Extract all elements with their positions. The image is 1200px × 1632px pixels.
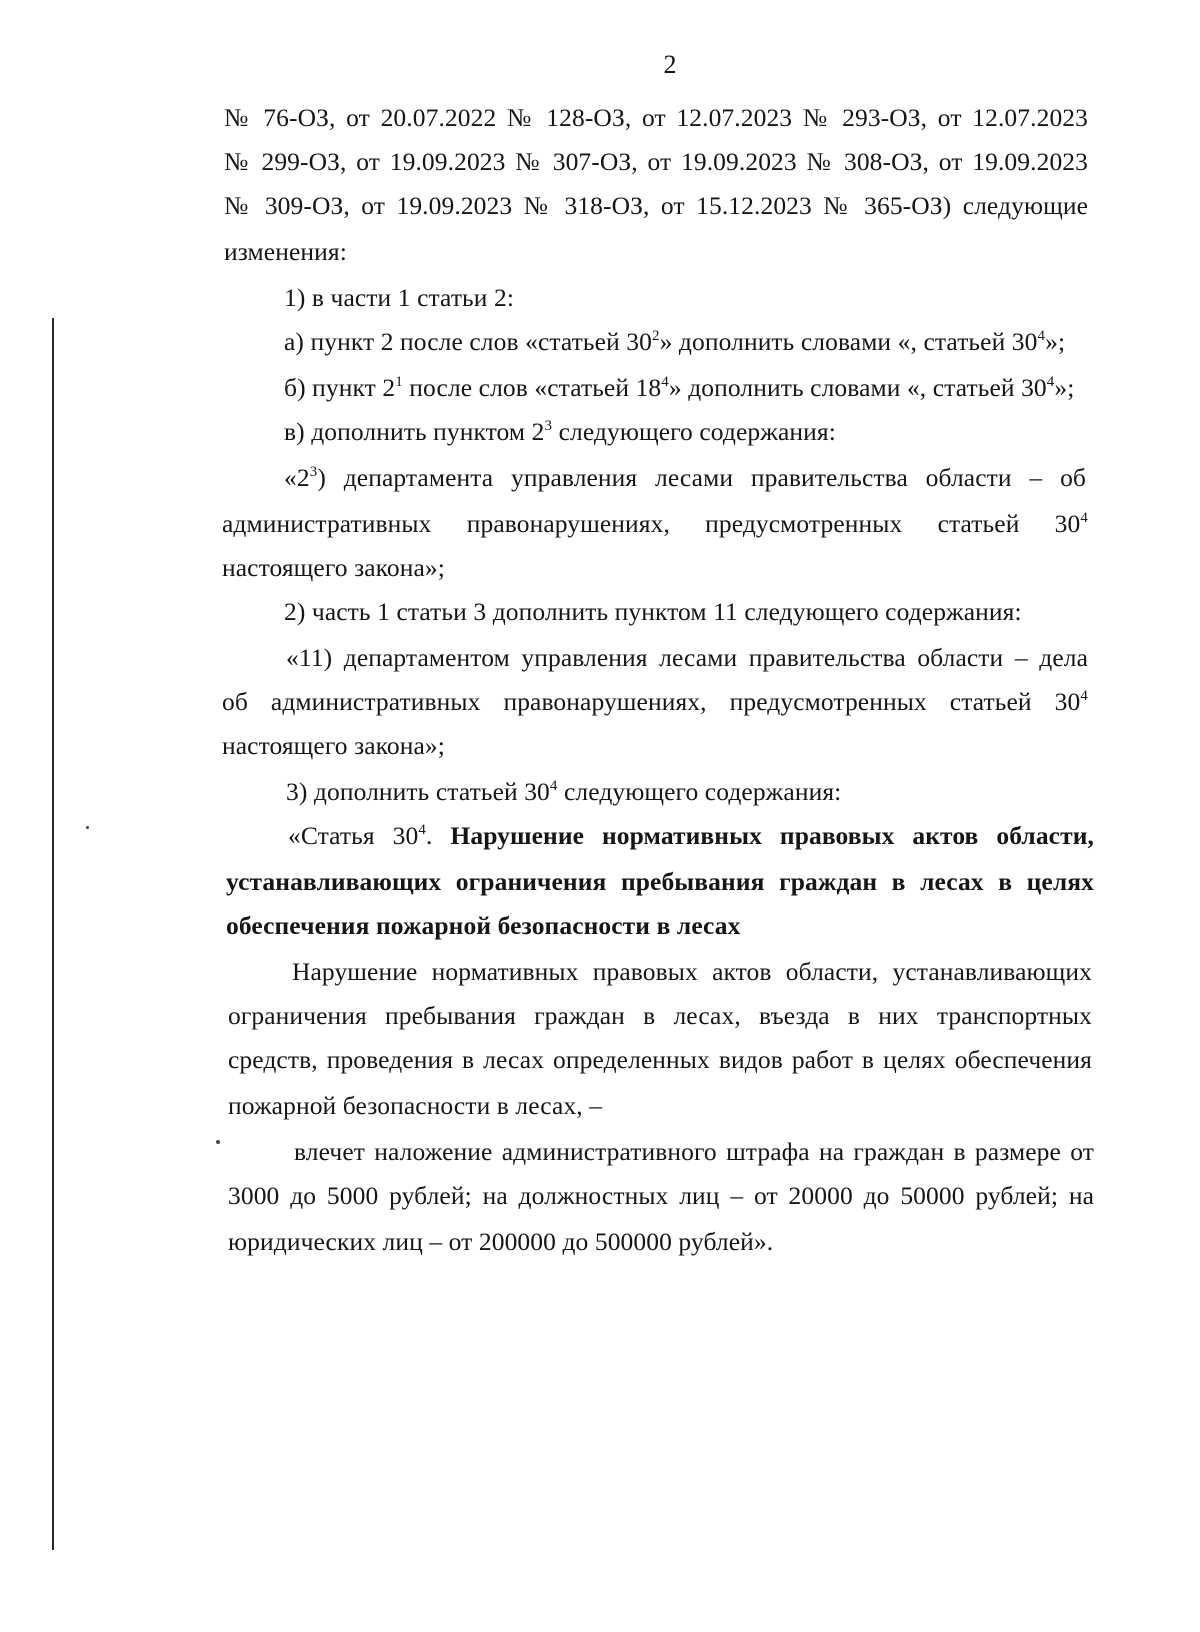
text-line: ограничения пребывания граждан в лесах, въезда в них транспортных <box>228 1001 1092 1030</box>
text-line: 2) часть 1 статьи 3 дополнить пунктом 11 следующего содержания: <box>284 597 1022 626</box>
article-heading: обеспечения пожарной безопасности в лесах <box>226 911 741 940</box>
article-heading: устанавливающих ограничения пребывания граждан в лесах в целях <box>226 867 1094 896</box>
text-line: б) пункт $2^1$ после слов «статьей $18^4$» дополнить словами «, статьей $30^4$»; <box>284 373 1075 402</box>
text-line: № 299-ОЗ, от 19.09.2023 № 307-ОЗ, от 19.09.2023 № 308-ОЗ, от 19.09.2023 <box>224 147 1088 176</box>
text-line: настоящего закона»; <box>222 553 445 582</box>
text-line: 1) в части 1 статьи 2: <box>284 283 515 312</box>
scan-speck <box>86 826 89 829</box>
text-line: административных правонарушениях, предусмотренных статьей $30^4$ <box>222 509 1088 538</box>
scan-speck <box>216 1140 220 1144</box>
text-line: 3) дополнить статьей $30^4$ следующего содержания: <box>286 777 842 806</box>
page-number: 2 <box>663 50 677 79</box>
text-line: об административных правонарушениях, предусмотренных статьей $30^4$ <box>222 687 1088 716</box>
text-line: «11) департаментом управления лесами правительства области – дела <box>286 643 1088 672</box>
text-line: Нарушение нормативных правовых актов области, устанавливающих <box>292 957 1092 986</box>
text-line: «$2^3$) департамента управления лесами правительства области – об <box>284 463 1086 492</box>
text-line: 3000 до 5000 рублей; на должностных лиц – от 20000 до 50000 рублей; на <box>228 1181 1094 1210</box>
scan-margin-line <box>52 318 54 1550</box>
text-line: пожарной безопасности в лесах, – <box>228 1091 603 1120</box>
text-line: а) пункт 2 после слов «статьей $30^2$» дополнить словами «, статьей $30^4$»; <box>284 327 1066 356</box>
text-line: средств, проведения в лесах определенных видов работ в целях обеспечения <box>228 1045 1092 1074</box>
text-line: юридических лиц – от 200000 до 500000 рублей». <box>228 1227 774 1256</box>
text-line: № 76-ОЗ, от 20.07.2022 № 128-ОЗ, от 12.07.2023 № 293-ОЗ, от 12.07.2023 <box>224 103 1088 132</box>
text-line: в) дополнить пунктом $2^3$ следующего содержания: <box>284 417 836 446</box>
article-heading: «Статья $30^4$. Нарушение нормативных правовых актов области, <box>288 821 1094 850</box>
text-line: № 309-ОЗ, от 19.09.2023 № 318-ОЗ, от 15.12.2023 № 365-ОЗ) следующие <box>224 191 1088 220</box>
text-line: изменения: <box>224 237 347 266</box>
text-line: влечет наложение административного штрафа на граждан в размере от <box>294 1137 1094 1166</box>
text-line: настоящего закона»; <box>222 731 445 760</box>
